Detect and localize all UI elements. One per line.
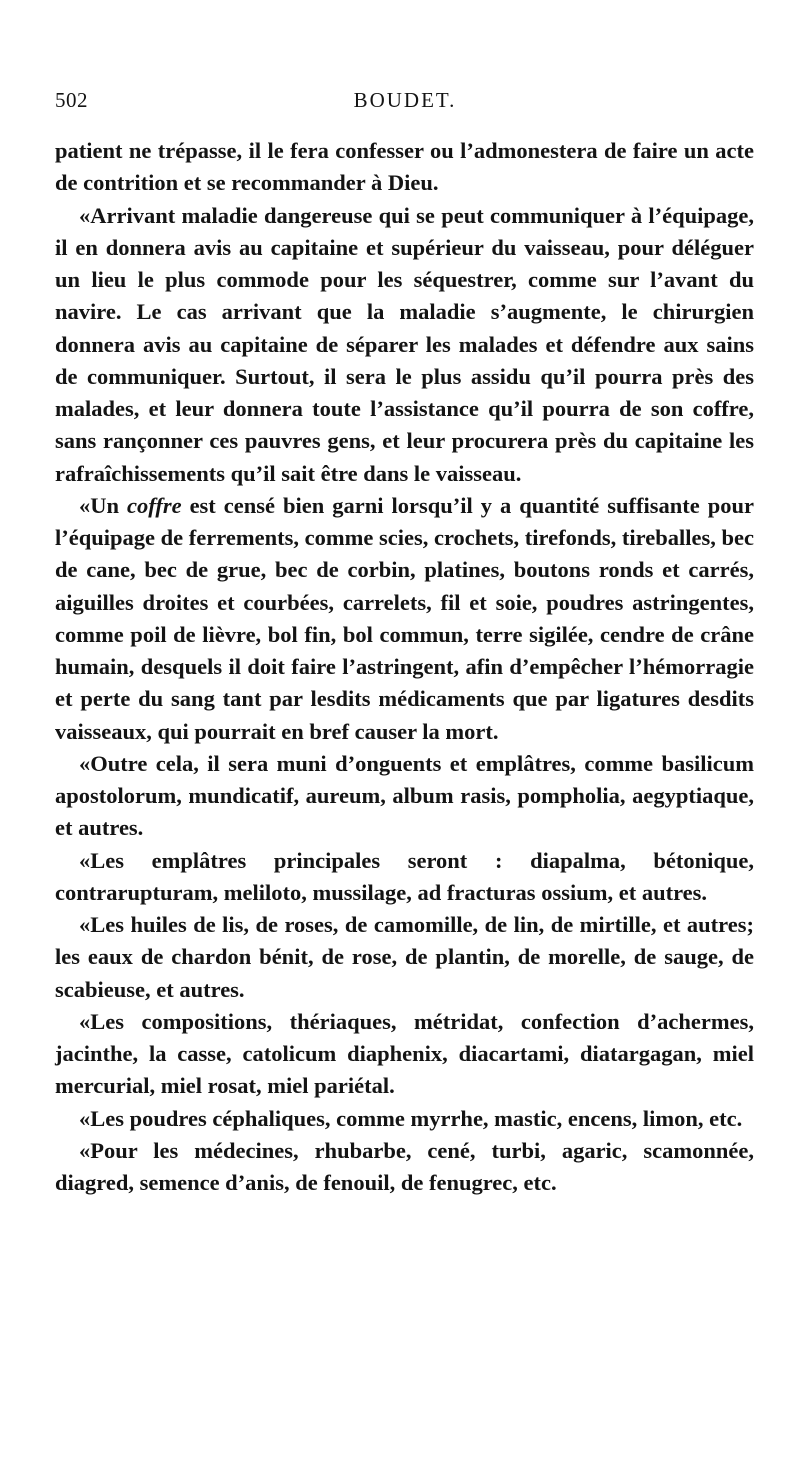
paragraph-coffre-rest: est censé bien garni lorsqu’il y a quantité suffisante pour l’équipage de ferrements, comme scies, crochets, tirefonds, tireballes, bec de cane, bec de grue, bec de corbin, platines, boutons ronds et carrés, aiguilles droites et courbées, carrelets, fil et soie, poudres astringentes, comme poil de lièvre, bol fin, bol commun, terre sigilée, cendre de crâne humain, desquels il doit faire l’astringent, afin d’empêcher l’hémorragie et perte du sang tant par lesdits médicaments que par ligatures desdits vaisseaux, qui pourrait en bref causer la mort. (55, 492, 755, 744)
paragraph-continuation: patient ne trépasse, il le fera confesser ou l’admonestera de faire un acte de contrition et se recommander à Dieu. (55, 138, 754, 196)
paragraph-arrivant-maladie: «Arrivant maladie dangereuse qui se peut communiquer à l’équipage, il en donnera avis au capitaine et supérieur du vaisseau, pour déléguer un lieu le plus commode pour les séquestrer, comme sur l’avant du navire. Le cas arrivant que la maladie s’augmente, le chirurgien donnera avis au capitaine de séparer les malades et défendre aux sains de communiquer. Surtout, il sera le plus assidu qu’il pourra près des malades, et leur donnera toute l’assistance qu’il pourra de son coffre, sans rançonner ces pauvres gens, et leur procurera près du capitaine les rafraîchissements qu’il sait être dans le vaisseau. (55, 202, 754, 486)
italic-term-coffre: coffre (127, 492, 182, 518)
paragraph-compositions: «Les compositions, thériaques, métridat, confection d’achermes, jacinthe, la casse, catolicum diaphenix, diacartami, diatargagan, miel mercurial, miel rosat, miel pariétal. (55, 1008, 754, 1099)
paragraph-poudres: «Les poudres céphaliques, comme myrrhe, mastic, encens, limon, etc. (79, 1105, 743, 1131)
paragraph-coffre (55, 490, 754, 748)
paragraph-coffre-lead: «Un (79, 492, 128, 518)
running-head: BOUDET. (353, 88, 457, 112)
page-number: 502 (55, 88, 88, 112)
paragraph-huiles: «Les huiles de lis, de roses, de camomille, de lin, de mirtille, et autres; les eaux de chardon bénit, de rose, de plantin, de morelle, de sauge, de scabieuse, et autres. (55, 912, 754, 1002)
page-header (55, 88, 755, 122)
paragraph-medecines: «Pour les médecines, rhubarbe, cené, turbi, agaric, scamonnée, diagred, semence d’anis, de fenouil, de fenugrec, etc. (55, 1137, 754, 1195)
paragraph-emplatres: «Les emplâtres principales seront : diapalma, bétonique, contrarupturam, meliloto, mussilage, ad fracturas ossium, et autres. (55, 847, 754, 905)
paragraph-onguents: «Outre cela, il sera muni d’onguents et emplâtres, comme basilicum apostolorum, mundicatif, aureum, album rasis, pompholia, aegyptiaque, et autres. (55, 750, 754, 841)
body-text (55, 135, 754, 1199)
